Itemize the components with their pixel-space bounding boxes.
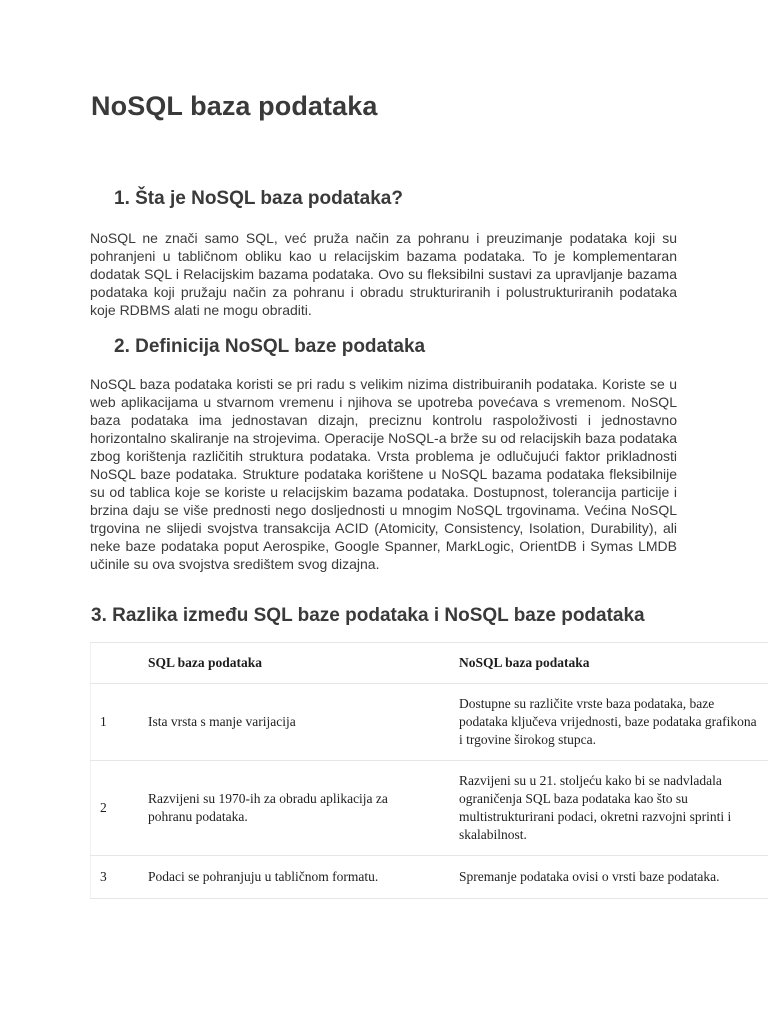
section-1-paragraph: NoSQL ne znači samo SQL, već pruža način za pohranu i preuzimanje podataka koji su pohranjeni u tabličnom obliku kao u relacijskim bazama podataka. To je komplementaran dodatak SQL i Relacijskim bazama podataka. Ovo su fleksibilni sustavi za upravljanje bazama podataka koji pružaju način za pohranu i obradu strukturiranih i polustrukturiranih podataka koje RDBMS alati ne mogu obraditi.: [90, 230, 677, 318]
sql-cell-text: Podaci se pohranjuju u tabličnom formatu.: [148, 869, 379, 884]
sql-cell: [148, 684, 459, 761]
sql-cell-text: Razvijeni su 1970-ih za obradu aplikacija za pohranu podataka.: [148, 791, 388, 824]
header-cell-nosql: NoSQL baza podataka: [459, 643, 768, 684]
section-1-heading: 1. Šta je NoSQL baza podataka?: [114, 188, 403, 209]
nosql-cell: [459, 856, 768, 899]
page-title: NoSQL baza podataka: [91, 91, 378, 121]
table-row: [90, 684, 768, 761]
header-cell-sql: SQL baza podataka: [148, 643, 459, 684]
sql-cell-text: Ista vrsta s manje varijacija: [148, 714, 296, 729]
row-index-cell: 1: [90, 684, 148, 761]
table-header-row: [90, 643, 768, 684]
table-row: [90, 856, 768, 899]
sql-cell: [148, 761, 459, 856]
section-2-heading: 2. Definicija NoSQL baze podataka: [114, 336, 426, 357]
section-3-heading: 3. Razlika između SQL baze podataka i NoSQL baze podataka: [91, 605, 645, 626]
nosql-cell-text: Spremanje podataka ovisi o vrsti baze podataka.: [459, 869, 720, 884]
nosql-cell-text: Razvijeni su u 21. stoljeću kako bi se nadvladala ograničenja SQL baza podataka kao što su multistrukturirani podaci, okretni razvojni sprinti i skalabilnost.: [459, 773, 732, 842]
sql-cell: [148, 856, 459, 899]
nosql-cell: [459, 684, 768, 761]
nosql-cell: [459, 761, 768, 856]
comparison-table: [90, 642, 768, 899]
row-index-cell: 3: [90, 856, 148, 899]
header-cell-index: [90, 643, 148, 684]
nosql-cell-text: Dostupne su različite vrste baza podataka, baze podataka ključeva vrijednosti, baze podataka grafikona i trgovine širokog stupca.: [459, 696, 757, 747]
row-index-cell: 2: [90, 761, 148, 856]
section-2-paragraph: NoSQL baza podataka koristi se pri radu s velikim nizima distribuiranih podataka. Koriste se u web aplikacijama u stvarnom vremenu i njihova se upotreba povećava s vremenom. NoSQL baza podataka ima jednostavan dizajn, preciznu kontrolu raspoloživosti i jednostavno horizontalno skaliranje na strojevima. Operacije NoSQL-a brže su od relacijskih baza podataka zbog korištenja različitih struktura podataka. Vrsta problema je odlučujući faktor prikladnosti NoSQL baze podataka. Strukture podataka korištene u NoSQL bazama podataka fleksibilnije su od tablica koje se koriste u relacijskim bazama podataka. Dostupnost, tolerancija particije i brzina daju se više prednosti nego dosljednosti u mnogim NoSQL trgovinama. Većina NoSQL trgovina ne slijedi svojstva transakcija ACID (Atomicity, Consistency, Isolation, Durability), ali neke baze podataka poput Aerospike, Google Spanner, MarkLogic, OrientDB i Symas LMDB učinile su ova svojstva središtem svog dizajna.: [90, 376, 677, 572]
table-row: [90, 761, 768, 856]
